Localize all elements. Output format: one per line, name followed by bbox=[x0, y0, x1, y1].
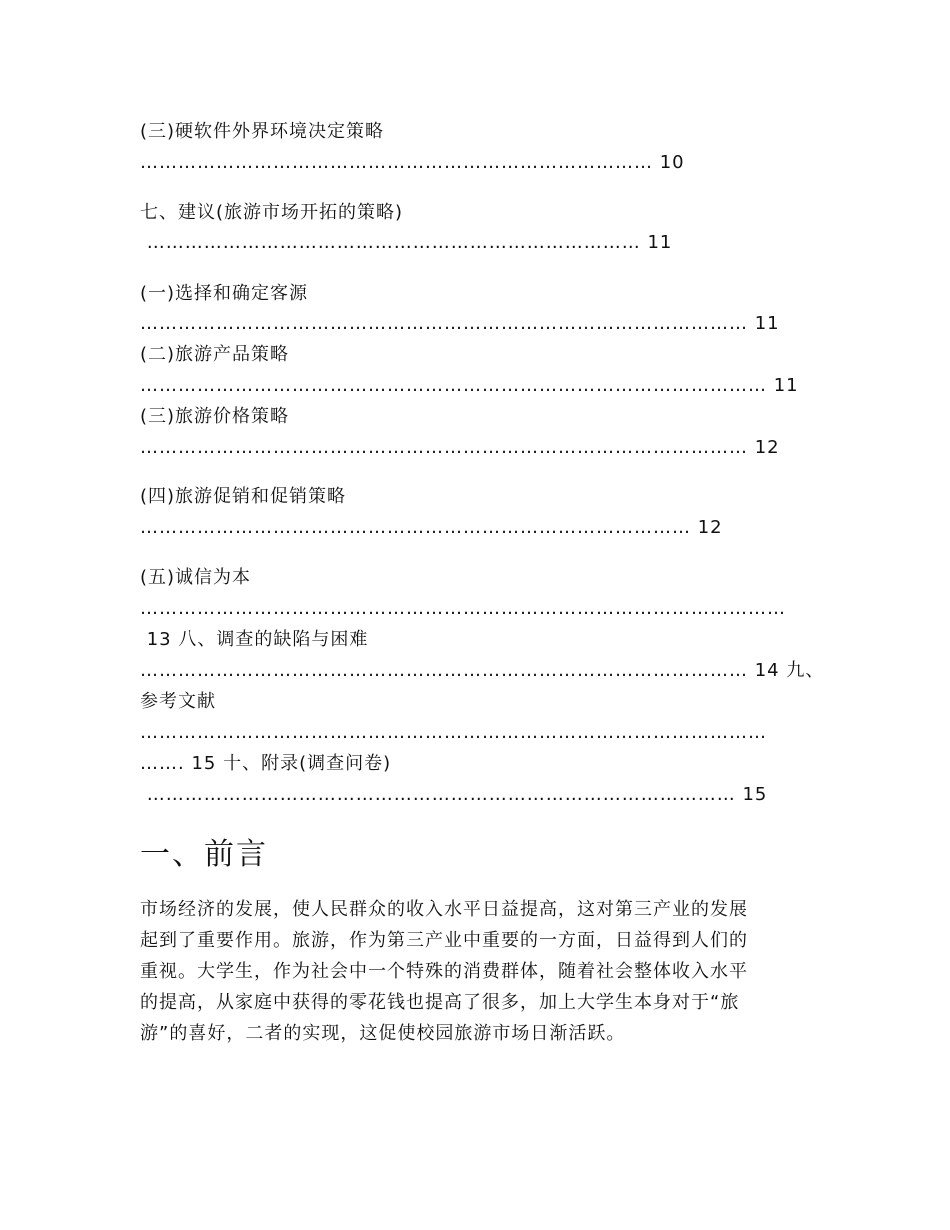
paragraph-line: 游”的喜好，二者的实现，这促使校园旅游市场日渐活跃。 bbox=[140, 1023, 626, 1044]
paragraph-line: 的提高，从家庭中获得的零花钱也提高了很多，加上大学生本身对于“旅 bbox=[140, 992, 740, 1013]
toc-entry-leader: …………………………………………………………………………………… 14 九、 bbox=[140, 660, 825, 681]
toc-entry-title: ……. 15 十、附录(调查问卷) bbox=[140, 753, 392, 774]
toc-entry-leader: ……………………………………………………………………… 10 bbox=[140, 152, 685, 173]
toc-entry-title: (一)选择和确定客源 bbox=[140, 283, 309, 304]
toc-entry-title: (三)硬软件外界环境决定策略 bbox=[140, 121, 385, 142]
toc-entry-leader: ………………………………………………………………………………… 15 bbox=[140, 784, 768, 805]
toc-entry-leader: ………………………………………………………………………………………… bbox=[140, 598, 786, 619]
section-heading: 一、前言 bbox=[140, 837, 268, 872]
toc-entry-leader: …………………………………………………………………………………… 11 bbox=[140, 313, 780, 334]
toc-entry-title: (五)诚信为本 bbox=[140, 567, 252, 588]
toc-entry-leader: ……………………………………………………………………………………… bbox=[140, 722, 767, 743]
toc-entry-title: 七、建议(旅游市场开拓的策略) bbox=[140, 202, 404, 223]
paragraph-line: 起到了重要作用。旅游，作为第三产业中重要的一方面，日益得到人们的 bbox=[140, 930, 748, 951]
toc-entry-leader: …………………………………………………………………………… 12 bbox=[140, 517, 723, 538]
toc-entry-title: (二)旅游产品策略 bbox=[140, 344, 290, 365]
toc-entry-leader: …………………………………………………………………… 11 bbox=[140, 232, 673, 253]
toc-entry-leader: ……………………………………………………………………………………… 11 bbox=[140, 375, 799, 396]
paragraph-line: 市场经济的发展，使人民群众的收入水平日益提高，这对第三产业的发展 bbox=[140, 899, 748, 920]
toc-entry-title: (四)旅游促销和促销策略 bbox=[140, 486, 347, 507]
toc-entry-leader: …………………………………………………………………………………… 12 bbox=[140, 437, 780, 458]
paragraph-line: 重视。大学生，作为社会中一个特殊的消费群体，随着社会整体收入水平 bbox=[140, 961, 748, 982]
toc-entry-title: (三)旅游价格策略 bbox=[140, 406, 290, 427]
toc-entry-title: 13 八、调查的缺陷与困难 bbox=[140, 629, 369, 650]
toc-entry-title: 参考文献 bbox=[140, 691, 216, 712]
